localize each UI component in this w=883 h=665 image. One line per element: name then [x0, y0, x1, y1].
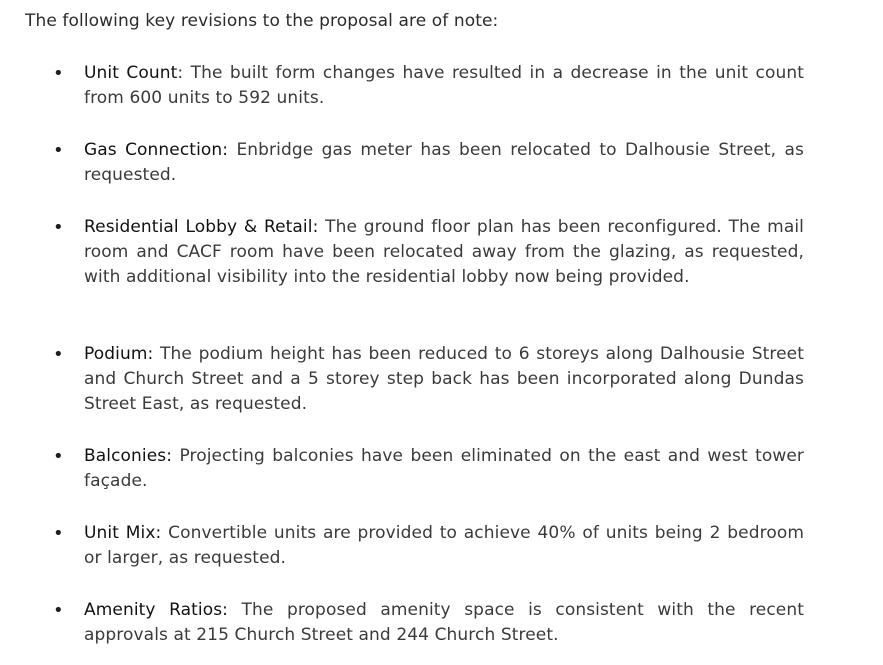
- list-item-body: Enbridge gas meter has been relocated to Dalhousie Street, as requested.: [84, 140, 804, 185]
- bullet-marker: •: [53, 523, 64, 544]
- list-item-heading: Gas Connection:: [84, 140, 229, 160]
- bullet-marker: •: [53, 217, 64, 238]
- list-item-body: : The built form changes have resulted in a decrease in the unit count from 600 units to 592 units.: [84, 63, 804, 108]
- list-item-body: Projecting balconies have been eliminated on the east and west tower façade.: [84, 446, 804, 491]
- list-item-text: [84, 215, 804, 290]
- list-item-text: [84, 61, 804, 111]
- bullet-marker: •: [53, 446, 64, 467]
- list-item-body: The ground floor plan has been reconfigured. The mail room and CACF room have been relocated away from the glazing, as requested, with additional visibility into the residential lobby now being provided.: [84, 217, 805, 287]
- list-item-heading: Amenity Ratios:: [84, 600, 229, 620]
- list-item-text: [84, 521, 804, 571]
- bullet-marker: •: [53, 140, 64, 161]
- list-item-body: The podium height has been reduced to 6 storeys along Dalhousie Street and Church Street and a 5 storey step back has been incorporated along Dundas Street East, as requested.: [84, 344, 804, 414]
- list-item-text: [84, 598, 804, 648]
- list-item-heading: Podium:: [84, 344, 154, 364]
- bullet-marker: •: [53, 600, 64, 621]
- list-item-heading: Unit Count: [84, 63, 178, 83]
- list-item-text: [84, 138, 804, 188]
- list-item-body: Convertible units are provided to achieve 40% of units being 2 bedroom or larger, as requested.: [84, 523, 804, 568]
- bullet-marker: •: [53, 344, 64, 365]
- intro-paragraph: The following key revisions to the proposal are of note:: [25, 11, 499, 31]
- list-item-heading: Residential Lobby & Retail:: [84, 217, 319, 237]
- list-item-body: The proposed amenity space is consistent with the recent approvals at 215 Church Street and 244 Church Street.: [84, 600, 804, 645]
- list-item-text: [84, 342, 804, 417]
- list-item-text: [84, 444, 804, 494]
- bullet-marker: •: [53, 63, 64, 84]
- list-item-heading: Unit Mix:: [84, 523, 162, 543]
- list-item-heading: Balconies:: [84, 446, 173, 466]
